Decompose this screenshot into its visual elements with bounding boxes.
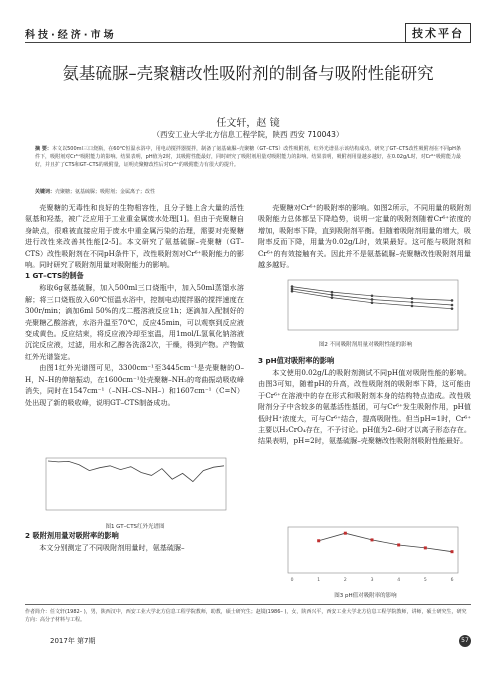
keywords xyxy=(35,188,461,195)
figure-3-caption: 图3 pH值对吸附率的影响 xyxy=(334,593,397,599)
fig3-tick-label: 4 xyxy=(397,578,401,583)
figure-3 xyxy=(268,525,463,599)
section-2-title: 2 吸附剂用量对吸附率的影响 xyxy=(25,531,119,540)
figure-3-frame xyxy=(288,527,458,573)
section-2-paragraph-1: 本文分别测定了不同吸附剂用量时，氨基硫脲– xyxy=(39,543,185,552)
journal-name: 科技·经济·市场 xyxy=(25,30,117,41)
fig3-point xyxy=(317,539,320,542)
right-column-middle xyxy=(258,355,471,447)
figure-2-frame xyxy=(288,280,458,330)
right-paragraph-1: 壳聚糖对Cr⁶⁺的吸附率的影响。如图2所示，不同用量的吸附剂吸附能力总体都呈下降趋势，说明一定量的吸附剂随着Cr⁶⁺浓度的增加，吸附率下降，直到吸附剂平衡。但随着吸附剂用量的增大，吸附率反而下降，用量为0.02g/L时，效果最好。这可能与吸附剂和Cr⁶⁺的有效接触有关。因此并不是氨基硫脲–壳聚糖改性吸附剂用量越多越好。 xyxy=(258,203,471,270)
figure-1-caption: 图1 GT–CTS红外光谱图 xyxy=(105,524,165,530)
figure-2-caption: 图2 不同吸附剂用量对吸附性能的影响 xyxy=(318,342,413,348)
section-1-paragraph-1: 称取6g氨基硫脲，加入500ml三口烧瓶中，加入50ml蒸馏水溶解；将三口烧瓶放入60℃恒温水浴中，控制电动搅拌器的搅拌速度在300r/min；滴加6ml 50%的戊二醛溶液反应1h；逐滴加入配制好的壳聚糖乙酸溶液，水浴升温至70℃，反应45min，可以观察到反应液变成黄色。反应结束，将反应液冷却至室温，用1mol/L氢氧化钠溶液沉淀反应液，过滤，用水和乙醇各洗涤2次，干燥，得到产物。产物做红外光谱鉴定。 xyxy=(25,283,244,361)
fig3-line xyxy=(319,533,452,552)
fig3-point xyxy=(371,538,374,541)
abstract-label: 摘 要： xyxy=(35,146,52,152)
figure-2 xyxy=(268,278,463,348)
fig3-tick-label: 1 xyxy=(317,578,321,583)
intro-paragraph: 壳聚糖的无毒性和良好的生物相容性，且分子链上含大量的活性氨基和羟基，被广泛应用于工业重金属废水处理[1]。但由于壳聚糖自身缺点，很难被直接应用于废水中重金属污染的治理，需要对壳聚糖进行改性来改善其性能[2-5]。本文研究了氨基硫脲–壳聚糖（GT–CTS）改性吸附剂在不同pH条件下，改性吸附剂对Cr⁶⁺吸附能力的影响。同时研究了吸附剂用量对吸附能力的影响。 xyxy=(25,203,244,270)
fig3-tick-label: 2 xyxy=(343,578,347,583)
fig3-point xyxy=(424,546,427,549)
left-column-bottom xyxy=(25,530,244,553)
fig3-point xyxy=(397,543,400,546)
fig3-point xyxy=(451,550,454,553)
section-1-paragraph-2: 由图1红外光谱图可见，3300cm⁻¹至3445cm⁻¹是壳聚糖的O–H，N–H的伸缩振动，在1600cm⁻¹处壳聚糖–NH₂的弯曲振动吸收峰消失，同时在1547cm⁻¹（–NH–CS–NH–）和1607cm⁻¹（C=N）处出现了新的吸收峰，说明GT–CTS制备成功。 xyxy=(25,363,244,407)
author-footnote: 作者简介：任文轩(1982– )，男，陕西汉中，西安工业大学北方信息工程学院教师，助教，硕士研究生；赵镜(1986– )，女，陕西兴平，西安工业大学北方信息工程学院教师，讲师，硕士研究生，研究方向：高分子材料与工程。 xyxy=(25,604,471,624)
article-title: 氨基硫脲–壳聚糖改性吸附剂的制备与吸附性能研究 xyxy=(62,64,434,83)
figure-1-frame xyxy=(46,458,226,510)
figure-1-chart xyxy=(40,456,230,518)
abstract xyxy=(35,145,461,169)
page-number: 57 xyxy=(459,635,471,647)
section-1-title: 1 GT–CTS的制备 xyxy=(25,271,84,281)
abstract-text: 本文以500ml三口烧瓶，在60℃恒温水浴中，用电动搅拌器搅拌，制备了氨基硫脲–壳聚糖（GT–CTS）改性吸附剂，红外光谱显示该结构成功。研究了GT–CTS改性吸附剂在不同pH条件下，吸附剂对Cr⁶⁺吸附能力的影响。结果表明，pH值为2时，其吸附性能最好，同时研究了吸附剂用量对吸附能力的影响。结果表明，吸附剂用量越多越好，在0.02g/L时，对Cr⁶⁺吸附能力最好，并且扩了CTS和GT–CTS的吸附量，证明壳聚糖改性后对Cr⁶⁺的吸附能力有很大的提升。 xyxy=(35,146,461,168)
article-affiliation: （西安工业大学北方信息工程学院，陕西 西安 710043） xyxy=(152,130,344,139)
journal-header xyxy=(25,23,471,43)
keywords-text: 壳聚糖；氨基硫脲；吸附剂；金属离子；改性 xyxy=(55,189,156,195)
article-authors: 任文轩，赵 镜 xyxy=(216,118,280,129)
section-badge: 技术平台 xyxy=(405,23,471,43)
issue-label: 2017年 第7期 xyxy=(50,637,96,645)
right-column xyxy=(258,202,471,270)
left-column xyxy=(25,202,244,408)
section-3-paragraph-1: 本文使用0.02g/L的吸附剂测试不同pH值对吸附性能的影响。由图3可知，随着pH的升高，改性吸附剂的吸附率下降，这可能由于Cr⁶⁺在溶液中的存在形式和吸附剂本身的结构特点造成。改性吸附剂分子中含较多的氨基活性基团，可与Cr⁶⁺发生吸附作用，pH值低时H⁺浓度大，可与Cr⁶⁺结合，提高吸附性。但当pH=1时，Cr⁶⁺主要以H₂CrO₄存在，不予讨论。pH值为2–6时才以离子形态存在。结果表明，pH=2时，氨基硫脲–壳聚糖改性吸附剂吸附性能最好。 xyxy=(258,368,471,446)
ir-spectrum-line xyxy=(48,461,224,482)
fig3-tick-label: 3 xyxy=(370,578,374,583)
fig3-tick-label: 5 xyxy=(423,578,427,583)
page-footer xyxy=(25,636,471,648)
figure-1 xyxy=(40,456,230,530)
keywords-label: 关键词： xyxy=(35,189,56,195)
fig3-tick-label: 0 xyxy=(290,578,294,583)
section-3-title: 3 pH值对吸附率的影响 xyxy=(258,356,335,365)
figure-3-chart xyxy=(268,525,463,587)
figure-2-chart xyxy=(268,278,463,336)
fig3-tick-label: 6 xyxy=(450,578,454,583)
fig3-point xyxy=(344,532,347,535)
